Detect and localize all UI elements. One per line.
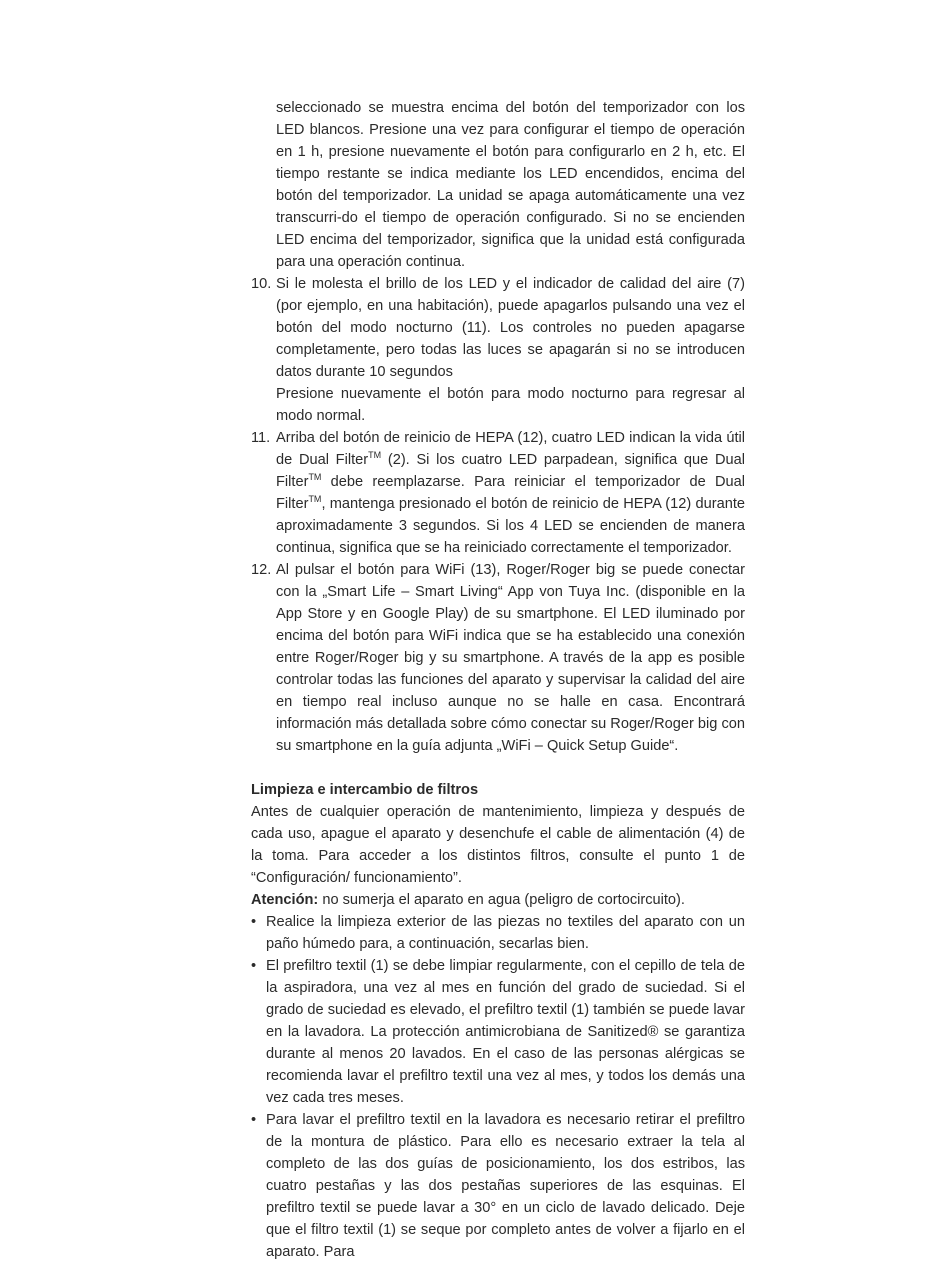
trademark-mark: TM: [308, 494, 322, 505]
list-item-text-2: Presione nuevamente el botón para modo nocturno para regresar al modo normal.: [276, 386, 745, 424]
list-number: 10.: [251, 276, 272, 292]
list-item-text: Al pulsar el botón para WiFi (13), Roger/Roger big se puede conectar con la „Smart Life – Smart Living“ App von Tuya Inc. (disponible en la App Store y en Google Play) de su smartphone. El LED iluminado por encima del botón para WiFi indica que se ha establecido una conexión entre Roger/Roger big y su smartphone. A través de la app es posible controlar todas las funciones del aparato y supervisar la calidad del aire en tiempo real incluso aunque no se halle en casa. Encontrará información más detallada sobre cómo conectar su Roger/Roger big con su smartphone en la guía adjunta „WiFi – Quick Setup Guide“.: [276, 562, 745, 754]
text-column: [251, 97, 745, 1263]
list-item-10: [251, 273, 745, 427]
bullet-icon: •: [251, 958, 257, 974]
bullet-text: El prefiltro textil (1) se debe limpiar regularmente, con el cepillo de tela de la aspiradora, una vez al mes en función del grado de suciedad. Si el grado de suciedad es elevado, el prefiltro textil (1) también se puede lavar en la lavadora. La protección antimicrobiana de Sanitized® se garantiza durante al menos 20 lavados. En el caso de las personas alérgicas se recomienda lavar el prefiltro textil una vez al mes, y todos los demás una vez cada tres meses.: [266, 958, 745, 1106]
list-item-text: Si le molesta el brillo de los LED y el indicador de calidad del aire (7) (por ejemplo, en una habitación), puede apagarlos pulsando una vez el botón del modo nocturno (11). Los controles no pueden apagarse completamente, pero todas las luces se apagarán si no se introducen datos durante 10 segundos: [276, 276, 745, 380]
text-run: (2). Si los cuatro LED parpadean, significa que Dual Filter: [276, 452, 745, 490]
trademark-mark: TM: [308, 472, 322, 483]
bullet-item: [251, 911, 745, 955]
text-run: , mantenga presionado el botón de reinicio de HEPA (12) durante aproximadamente 3 segundos. Si los 4 LED se encienden de manera continua, significa que se ha reiniciado correctamente el temporizador.: [276, 496, 745, 556]
list-item-text: [276, 427, 745, 559]
section-heading: Limpieza e intercambio de filtros: [251, 782, 479, 798]
attention-text: no sumerja el aparato en agua (peligro de cortocircuito).: [318, 892, 685, 908]
attention-note: [251, 889, 745, 911]
bullet-text: Para lavar el prefiltro textil en la lavadora es necesario retirar el prefiltro de la montura de plástico. Para ello es necesario extraer la tela al completo de las dos guías de posicionamiento, los dos estribos, las cuatro pestañas y las dos pestañas superiores de las esquinas. El prefiltro textil se puede lavar a 30° en un ciclo de lavado delicado. Deje que el filtro textil (1) se seque por completo antes de volver a fijarlo en el aparato. Para: [266, 1112, 745, 1260]
bullet-item: [251, 955, 745, 1109]
list-number: 11.: [251, 430, 271, 446]
list-item-11: [251, 427, 745, 559]
list-number: 12.: [251, 562, 272, 578]
attention-label: Atención:: [251, 892, 319, 908]
section-intro: Antes de cualquier operación de mantenimiento, limpieza y después de cada uso, apague el aparato y desenchufe el cable de alimentación (4) de la toma. Para acceder a los distintos filtros, consulte el punto 1 de “Configuración/ funcionamiento”.: [251, 804, 745, 886]
bullet-icon: •: [251, 1112, 257, 1128]
text-run: debe reemplazarse. Para reiniciar el temporizador de Dual Filter: [276, 474, 745, 512]
bullet-text: Realice la limpieza exterior de las piezas no textiles del aparato con un paño húmedo para, a continuación, secarlas bien.: [266, 914, 745, 952]
spacer: [251, 757, 745, 779]
bullet-icon: •: [251, 914, 257, 930]
text-run: Arriba del botón de reinicio de HEPA (12), cuatro LED indican la vida útil de Dual Filter: [276, 430, 745, 468]
list-item-12: [251, 559, 745, 757]
bullet-item: [251, 1109, 745, 1263]
trademark-mark: TM: [368, 450, 382, 461]
continuation-paragraph: seleccionado se muestra encima del botón del temporizador con los LED blancos. Presione una vez para configurar el tiempo de operación en 1 h, presione nuevamente el botón para configurarlo en 2 h, etc. El tiempo restante se indica mediante los LED encendidos, encima del botón del temporizador. La unidad se apaga automáticamente una vez transcurri-do el tiempo de operación configurado. Si no se encienden LED encima del temporizador, significa que la unidad está configurada para una operación continua.: [276, 100, 745, 270]
